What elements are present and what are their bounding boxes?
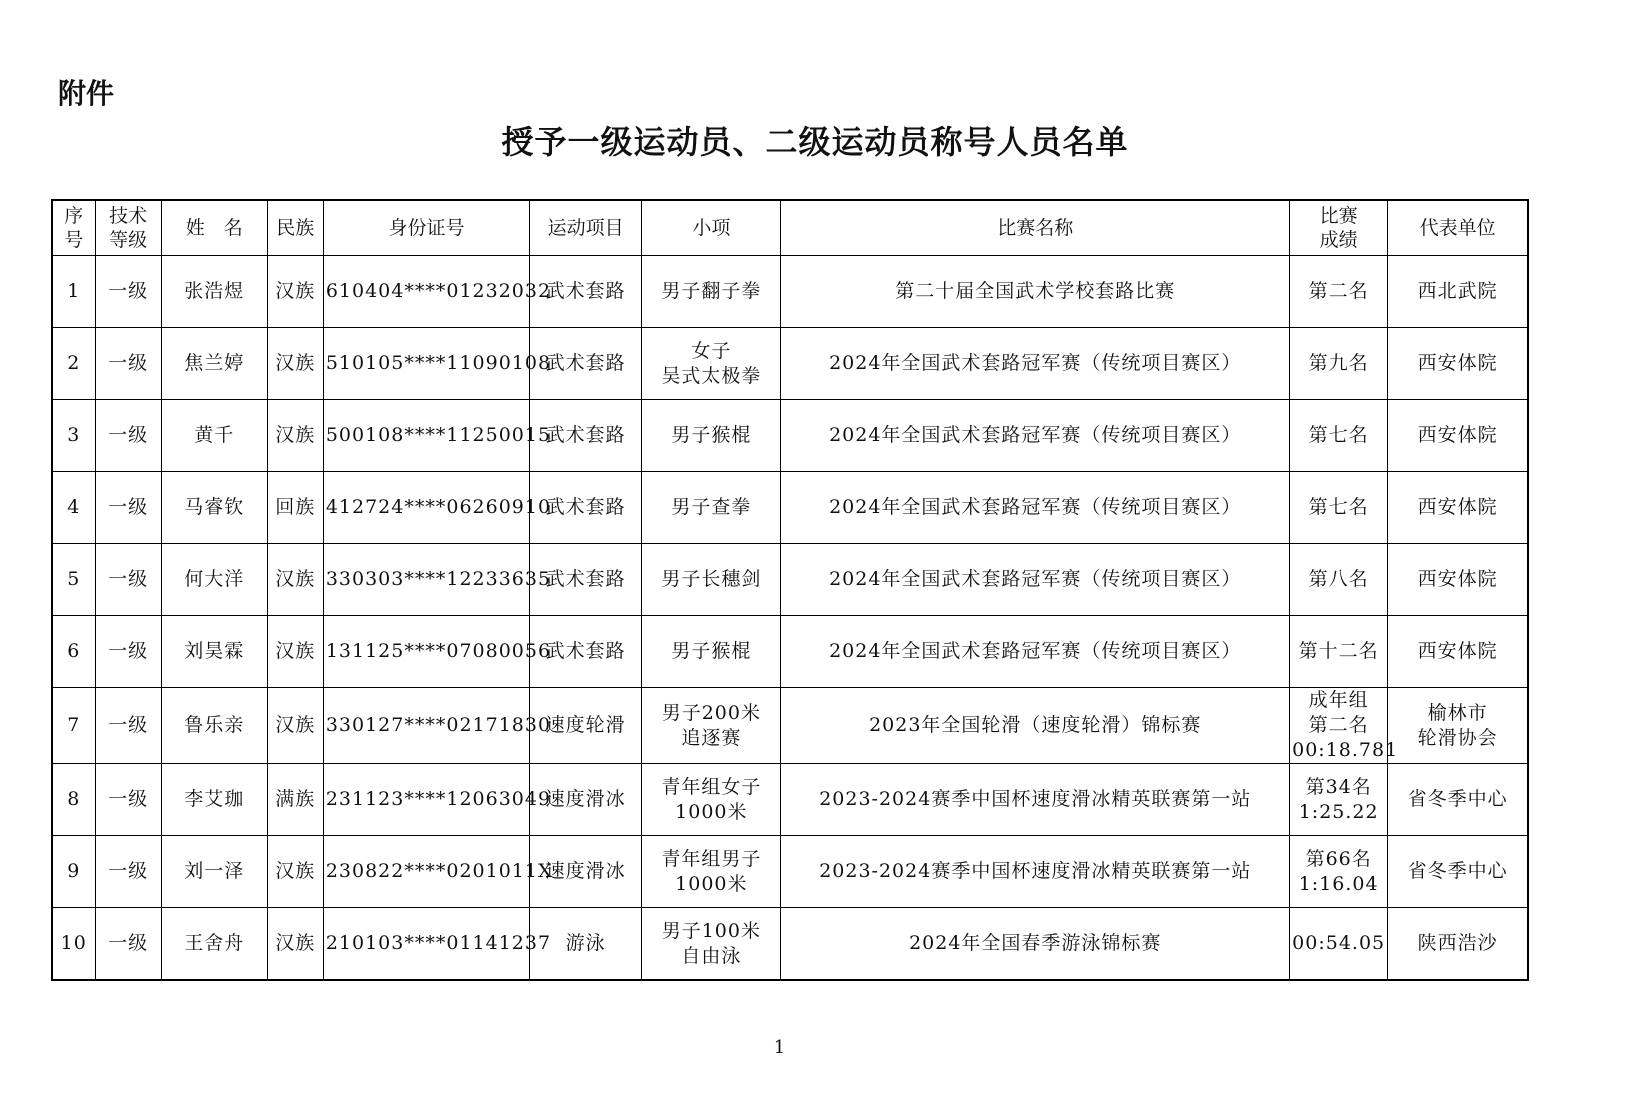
- cell-sport: 速度轮滑: [530, 688, 642, 764]
- cell-unit: 陕西浩沙: [1388, 908, 1528, 981]
- cell-seq: 5: [52, 544, 95, 616]
- table-row: [52, 616, 1528, 688]
- cell-level: 一级: [95, 836, 161, 908]
- cell-sport: 速度滑冰: [530, 764, 642, 836]
- cell-event: 男子翻子拳: [642, 256, 781, 328]
- header-level: 技术 等级: [95, 200, 161, 256]
- cell-sport: 游泳: [530, 908, 642, 981]
- cell-competition: 2024年全国武术套路冠军赛（传统项目赛区）: [781, 616, 1290, 688]
- cell-name: 刘一泽: [161, 836, 267, 908]
- cell-ethnicity: 汉族: [267, 836, 323, 908]
- cell-event: 青年组男子 1000米: [642, 836, 781, 908]
- cell-unit: 省冬季中心: [1388, 836, 1528, 908]
- attachment-label: 附件: [58, 77, 115, 110]
- cell-unit: 西安体院: [1388, 544, 1528, 616]
- cell-name: 焦兰婷: [161, 328, 267, 400]
- header-name: 姓 名: [161, 200, 267, 256]
- table-row: [52, 472, 1528, 544]
- cell-event: 男子猴棍: [642, 400, 781, 472]
- cell-seq: 8: [52, 764, 95, 836]
- cell-seq: 3: [52, 400, 95, 472]
- cell-sport: 武术套路: [530, 328, 642, 400]
- cell-level: 一级: [95, 256, 161, 328]
- cell-seq: 2: [52, 328, 95, 400]
- cell-ethnicity: 汉族: [267, 908, 323, 981]
- cell-event: 男子猴棍: [642, 616, 781, 688]
- cell-ethnicity: 回族: [267, 472, 323, 544]
- cell-level: 一级: [95, 472, 161, 544]
- cell-event: 男子长穗剑: [642, 544, 781, 616]
- cell-name: 王舍舟: [161, 908, 267, 981]
- cell-seq: 10: [52, 908, 95, 981]
- cell-level: 一级: [95, 764, 161, 836]
- cell-level: 一级: [95, 328, 161, 400]
- cell-competition: 第二十届全国武术学校套路比赛: [781, 256, 1290, 328]
- cell-level: 一级: [95, 908, 161, 981]
- cell-result: 第二名: [1290, 256, 1388, 328]
- cell-competition: 2024年全国武术套路冠军赛（传统项目赛区）: [781, 472, 1290, 544]
- cell-result: 第34名 1:25.22: [1290, 764, 1388, 836]
- cell-id-number: 330303****12233635: [323, 544, 529, 616]
- cell-result: 第66名 1:16.04: [1290, 836, 1388, 908]
- cell-result: 00:54.05: [1290, 908, 1388, 981]
- cell-ethnicity: 汉族: [267, 400, 323, 472]
- header-event: 小项: [642, 200, 781, 256]
- cell-level: 一级: [95, 544, 161, 616]
- cell-result: 第八名: [1290, 544, 1388, 616]
- cell-id-number: 500108****11250015: [323, 400, 529, 472]
- cell-unit: 西安体院: [1388, 328, 1528, 400]
- cell-name: 刘昊霖: [161, 616, 267, 688]
- document-title: 授予一级运动员、二级运动员称号人员名单: [501, 123, 1129, 161]
- cell-sport: 武术套路: [530, 616, 642, 688]
- cell-competition: 2023-2024赛季中国杯速度滑冰精英联赛第一站: [781, 836, 1290, 908]
- cell-unit: 榆林市 轮滑协会: [1388, 688, 1528, 764]
- cell-unit: 西北武院: [1388, 256, 1528, 328]
- cell-ethnicity: 汉族: [267, 256, 323, 328]
- cell-id-number: 210103****01141237: [323, 908, 529, 981]
- cell-id-number: 330127****02171830: [323, 688, 529, 764]
- header-seq: 序 号: [52, 200, 95, 256]
- cell-level: 一级: [95, 688, 161, 764]
- cell-ethnicity: 汉族: [267, 688, 323, 764]
- cell-ethnicity: 满族: [267, 764, 323, 836]
- table-row: [52, 764, 1528, 836]
- cell-seq: 4: [52, 472, 95, 544]
- cell-unit: 西安体院: [1388, 472, 1528, 544]
- header-ethnicity: 民族: [267, 200, 323, 256]
- cell-sport: 武术套路: [530, 400, 642, 472]
- cell-event: 男子200米 追逐赛: [642, 688, 781, 764]
- cell-ethnicity: 汉族: [267, 616, 323, 688]
- cell-name: 张浩煜: [161, 256, 267, 328]
- cell-result: 第十二名: [1290, 616, 1388, 688]
- header-unit: 代表单位: [1388, 200, 1528, 256]
- cell-sport: 武术套路: [530, 256, 642, 328]
- cell-level: 一级: [95, 400, 161, 472]
- cell-competition: 2024年全国春季游泳锦标赛: [781, 908, 1290, 981]
- cell-seq: 1: [52, 256, 95, 328]
- cell-id-number: 230822****0201011X: [323, 836, 529, 908]
- header-id-number: 身份证号: [323, 200, 529, 256]
- cell-result: 成年组 第二名 00:18.781: [1290, 688, 1388, 764]
- header-competition: 比赛名称: [781, 200, 1290, 256]
- cell-id-number: 510105****11090108: [323, 328, 529, 400]
- cell-event: 青年组女子 1000米: [642, 764, 781, 836]
- table-row: [52, 256, 1528, 328]
- cell-level: 一级: [95, 616, 161, 688]
- cell-event: 男子100米 自由泳: [642, 908, 781, 981]
- table-row: [52, 836, 1528, 908]
- cell-name: 马睿钦: [161, 472, 267, 544]
- athlete-roster-table: [51, 199, 1529, 981]
- cell-ethnicity: 汉族: [267, 328, 323, 400]
- table-row: [52, 688, 1528, 764]
- cell-event: 女子 吴式太极拳: [642, 328, 781, 400]
- header-sport: 运动项目: [530, 200, 642, 256]
- cell-result: 第九名: [1290, 328, 1388, 400]
- cell-ethnicity: 汉族: [267, 544, 323, 616]
- cell-competition: 2024年全国武术套路冠军赛（传统项目赛区）: [781, 544, 1290, 616]
- table-header-row: [52, 200, 1528, 256]
- cell-seq: 9: [52, 836, 95, 908]
- cell-competition: 2023-2024赛季中国杯速度滑冰精英联赛第一站: [781, 764, 1290, 836]
- cell-name: 鲁乐亲: [161, 688, 267, 764]
- table-row: [52, 328, 1528, 400]
- cell-name: 黄千: [161, 400, 267, 472]
- cell-competition: 2023年全国轮滑（速度轮滑）锦标赛: [781, 688, 1290, 764]
- cell-competition: 2024年全国武术套路冠军赛（传统项目赛区）: [781, 328, 1290, 400]
- cell-seq: 7: [52, 688, 95, 764]
- cell-name: 何大洋: [161, 544, 267, 616]
- cell-event: 男子查拳: [642, 472, 781, 544]
- cell-id-number: 131125****07080056: [323, 616, 529, 688]
- cell-unit: 西安体院: [1388, 616, 1528, 688]
- cell-unit: 西安体院: [1388, 400, 1528, 472]
- cell-unit: 省冬季中心: [1388, 764, 1528, 836]
- cell-sport: 速度滑冰: [530, 836, 642, 908]
- cell-competition: 2024年全国武术套路冠军赛（传统项目赛区）: [781, 400, 1290, 472]
- table-row: [52, 400, 1528, 472]
- cell-result: 第七名: [1290, 472, 1388, 544]
- page-number: 1: [773, 1037, 786, 1058]
- cell-id-number: 231123****12063049: [323, 764, 529, 836]
- cell-seq: 6: [52, 616, 95, 688]
- cell-sport: 武术套路: [530, 544, 642, 616]
- cell-id-number: 610404****01232032: [323, 256, 529, 328]
- cell-result: 第七名: [1290, 400, 1388, 472]
- cell-id-number: 412724****06260910: [323, 472, 529, 544]
- cell-name: 李艾珈: [161, 764, 267, 836]
- cell-sport: 武术套路: [530, 472, 642, 544]
- table-row: [52, 908, 1528, 981]
- header-result: 比赛 成绩: [1290, 200, 1388, 256]
- table-row: [52, 544, 1528, 616]
